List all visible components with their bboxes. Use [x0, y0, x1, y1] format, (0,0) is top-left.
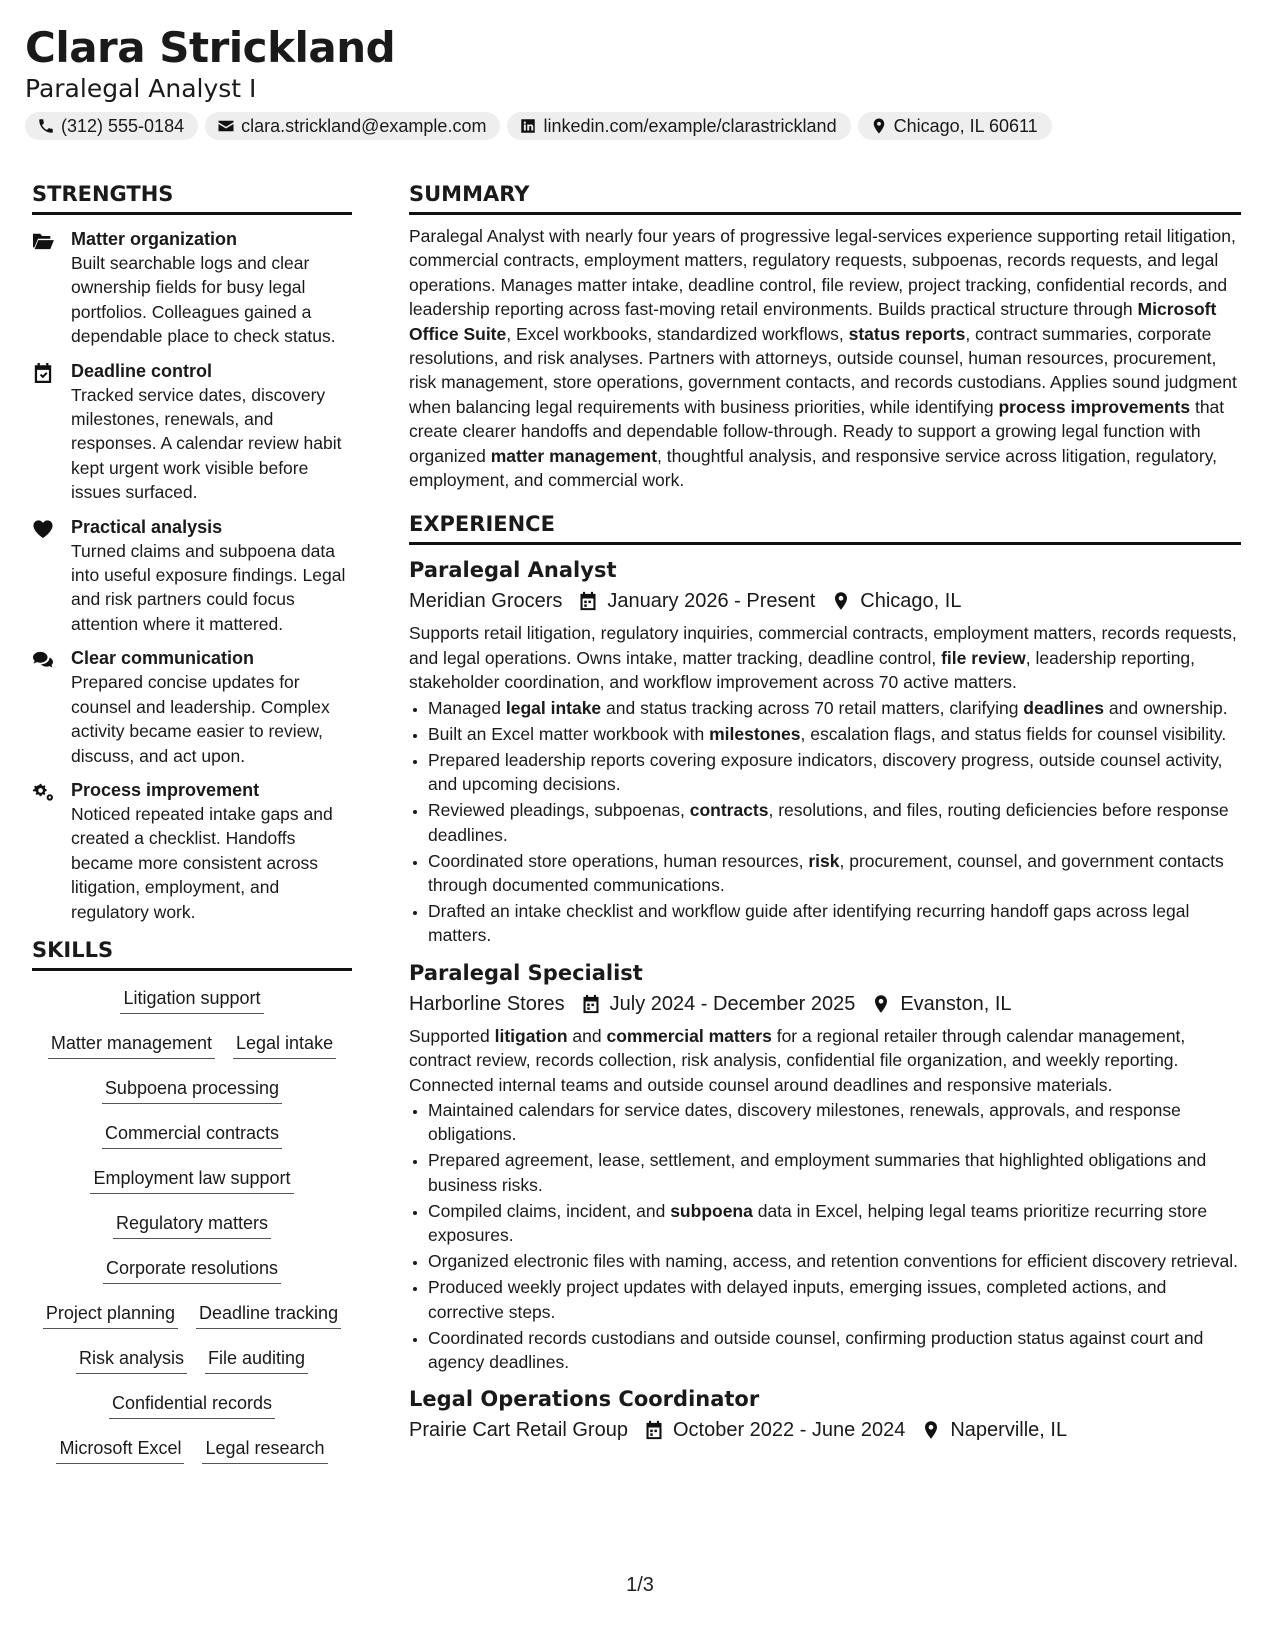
keyword-highlight: Microsoft Office Suite [409, 299, 1217, 344]
strength-item [32, 227, 352, 349]
strength-description: Tracked service dates, discovery milestones, renewals, and responses. A calendar review habit kept urgent work visible before issues surfaced. [71, 384, 342, 503]
job-bullet: • Compiled claims, incident, and subpoena data in Excel, helping legal teams prioritize recurring store exposures. [428, 1199, 1241, 1248]
strength-description: Built searchable logs and clear ownership fields for busy legal portfolios. Colleagues gained a dependable place to check status. [71, 253, 336, 347]
skill-row [32, 1120, 352, 1165]
job-description: Supports retail litigation, regulatory inquiries, commercial contracts, employment matters, records requests, and legal operations. Owns intake, matter tracking, deadline control, file review, leadership reporting, stakeholder coordination, and workflow improvement across 70 active matters. [409, 623, 1237, 693]
job-description: Supported litigation and commercial matters for a regional retailer through calendar management, contract review, records collection, risk analysis, confidential file organization, and weekly reporting. Connected internal teams and outside counsel around deadlines and responsive materials. [409, 1025, 1186, 1095]
skill-row [32, 1300, 352, 1345]
experience-list [409, 555, 1241, 1446]
keyword-highlight: risk [808, 850, 840, 871]
contact-phone[interactable] [25, 112, 198, 140]
right-column [409, 178, 1241, 1450]
job-bullets [409, 696, 1241, 948]
keyword-highlight: process improvements [998, 396, 1191, 417]
strength-item [32, 359, 352, 505]
job-dates: October 2022 - June 2024 [672, 1419, 906, 1442]
skill-row [32, 1435, 352, 1480]
skill-tag: Employment law support [90, 1165, 293, 1194]
job-bullet: • Reviewed pleadings, subpoenas, contracts, resolutions, and files, routing deficiencies before response deadlines. [428, 798, 1241, 847]
skill-tag: Risk analysis [76, 1345, 187, 1374]
job-meta [409, 988, 1241, 1020]
page-number: 1/3 [626, 1574, 654, 1596]
strength-item [32, 515, 352, 637]
map-pin-icon [871, 994, 891, 1014]
job-meta [409, 1414, 1241, 1446]
skill-row [32, 1075, 352, 1120]
strength-description: Turned claims and subpoena data into useful exposure findings. Legal and risk partners could focus attention where it mattered. [71, 540, 346, 634]
skill-row [32, 1165, 352, 1210]
linkedin-icon [519, 117, 537, 135]
contact-location-text: Chicago, IL 60611 [893, 115, 1038, 136]
left-column [32, 178, 352, 1480]
contact-bar [25, 112, 1245, 140]
experience-heading: EXPERIENCE [409, 508, 1241, 545]
calendar-icon [644, 1420, 664, 1440]
keyword-highlight: commercial matters [606, 1025, 772, 1046]
strength-description: Noticed repeated intake gaps and created a checklist. Handoffs became more consistent across litigation, employment, and regulatory work. [71, 803, 333, 922]
keyword-highlight: milestones [709, 723, 801, 744]
map-pin-icon [870, 117, 888, 135]
skills-section [32, 934, 352, 1480]
skill-tag: Corporate resolutions [103, 1255, 281, 1284]
skill-row [32, 1390, 352, 1435]
job-company: Meridian Grocers [409, 590, 563, 613]
job-meta [409, 585, 1241, 617]
envelope-icon [217, 117, 235, 135]
keyword-highlight: matter management [490, 445, 658, 466]
job-bullet: • Prepared agreement, lease, settlement, and employment summaries that highlighted obligations and business risks. [428, 1148, 1241, 1197]
calendar-check-icon [32, 363, 54, 383]
contact-linkedin-text: linkedin.com/example/clarastrickland [543, 115, 837, 136]
job-role: Paralegal Specialist [409, 960, 643, 985]
contact-linkedin[interactable] [507, 112, 850, 140]
keyword-highlight: subpoena [670, 1200, 753, 1221]
keyword-highlight: contracts [689, 800, 769, 821]
job-dates: July 2024 - December 2025 [609, 992, 856, 1015]
job-bullet: • Maintained calendars for service dates, discovery milestones, renewals, approvals, and response obligations. [428, 1098, 1241, 1147]
job-bullet: • Organized electronic files with naming, access, and retention conventions for efficient discovery retrieval. [428, 1249, 1241, 1273]
job-bullet: • Coordinated store operations, human resources, risk, procurement, counsel, and government contacts through documented communications. [428, 849, 1241, 898]
job-entry [409, 1384, 1241, 1446]
gears-icon [32, 782, 54, 802]
comments-icon [32, 650, 54, 670]
strength-title: Matter organization [71, 229, 238, 249]
job-bullet: • Built an Excel matter workbook with milestones, escalation flags, and status fields for counsel visibility. [428, 722, 1241, 746]
job-entry [409, 555, 1241, 947]
keyword-highlight: file review [941, 647, 1026, 668]
summary-text: Paralegal Analyst with nearly four years of progressive legal-services experience supporting retail litigation, commercial contracts, employment matters, regulatory requests, subpoenas, records requests, and legal operations. Manages matter intake, deadline control, file review, project tracking, confidential records, and leadership reporting across fast-moving retail environments. Builds practical structure through Microsoft Office Suite, Excel workbooks, standardized workflows, status reports, contract summaries, corporate resolutions, and risk analyses. Partners with attorneys, outside counsel, human resources, procurement, risk management, store operations, government contacts, and records custodians. Applies sound judgment when balancing legal requirements with business priorities, while identifying process improvements that create clearer handoffs and dependable follow-through. Ready to support a growing legal function with organized matter management, thoughtful analysis, and responsive service across litigation, regulatory, employment, and commercial work. [409, 226, 1237, 491]
strength-item [32, 778, 352, 924]
skills-heading: SKILLS [32, 934, 352, 971]
contact-phone-text: (312) 555-0184 [61, 115, 185, 136]
skill-tag: Legal research [202, 1435, 327, 1464]
keyword-highlight: legal intake [505, 697, 602, 718]
skills-list [32, 985, 352, 1480]
skill-tag: Microsoft Excel [56, 1435, 184, 1464]
skill-tag: Deadline tracking [196, 1300, 341, 1329]
contact-location [858, 112, 1052, 140]
job-location: Naperville, IL [950, 1419, 1068, 1442]
job-entry [409, 958, 1241, 1375]
calendar-icon [578, 591, 598, 611]
skill-tag: File auditing [205, 1345, 308, 1374]
job-company: Harborline Stores [409, 992, 565, 1015]
heart-icon [32, 519, 54, 539]
keyword-highlight: status reports [848, 323, 966, 344]
skill-tag: Regulatory matters [113, 1210, 271, 1239]
job-company: Prairie Cart Retail Group [409, 1419, 628, 1442]
strengths-list [32, 227, 352, 924]
skill-tag: Litigation support [120, 985, 263, 1014]
job-location: Evanston, IL [900, 992, 1012, 1015]
skill-tag: Legal intake [233, 1030, 336, 1059]
contact-email[interactable] [205, 112, 500, 140]
calendar-icon [581, 994, 601, 1014]
skill-row [32, 1030, 352, 1075]
job-bullet: • Managed legal intake and status tracking across 70 retail matters, clarifying deadlines and ownership. [428, 696, 1241, 720]
job-bullet: • Produced weekly project updates with delayed inputs, emerging issues, completed actions, and corrective steps. [428, 1275, 1241, 1324]
map-pin-icon [921, 1420, 941, 1440]
candidate-title: Paralegal Analyst I [25, 74, 257, 103]
resume-header [25, 22, 1245, 140]
keyword-highlight: litigation [494, 1025, 568, 1046]
job-dates: January 2026 - Present [607, 590, 816, 613]
strength-title: Process improvement [71, 779, 260, 800]
strength-title: Clear communication [71, 648, 255, 669]
contact-email-text: clara.strickland@example.com [241, 115, 487, 136]
keyword-highlight: deadlines [1023, 697, 1105, 718]
job-role: Legal Operations Coordinator [409, 1387, 760, 1412]
skill-tag: Project planning [43, 1300, 178, 1329]
phone-icon [37, 117, 55, 135]
skill-row [32, 1255, 352, 1300]
folder-open-icon [32, 231, 54, 251]
skill-tag: Matter management [48, 1030, 215, 1059]
skill-tag: Commercial contracts [102, 1120, 282, 1149]
skill-row [32, 985, 352, 1030]
strengths-heading: STRENGTHS [32, 178, 352, 215]
map-pin-icon [831, 591, 851, 611]
summary-heading: SUMMARY [409, 178, 1241, 215]
skill-row [32, 1345, 352, 1390]
job-bullet: • Prepared leadership reports covering exposure indicators, discovery progress, outside counsel activity, and upcoming decisions. [428, 748, 1241, 797]
skill-tag: Confidential records [109, 1390, 275, 1419]
strength-item [32, 646, 352, 768]
job-location: Chicago, IL [860, 590, 962, 613]
job-bullets [409, 1098, 1241, 1374]
experience-section [409, 508, 1241, 1446]
skill-tag: Subpoena processing [102, 1075, 282, 1104]
candidate-name: Clara Strickland [25, 23, 396, 72]
strength-description: Prepared concise updates for counsel and leadership. Complex activity became easier to review, discuss, and act upon. [71, 672, 330, 766]
skill-row [32, 1210, 352, 1255]
job-role: Paralegal Analyst [409, 558, 617, 583]
strength-title: Practical analysis [71, 516, 223, 537]
job-bullet: • Drafted an intake checklist and workflow guide after identifying recurring handoff gaps across legal matters. [428, 899, 1241, 948]
strength-title: Deadline control [71, 360, 213, 381]
job-bullet: • Coordinated records custodians and outside counsel, confirming production status against court and agency deadlines. [428, 1326, 1241, 1375]
